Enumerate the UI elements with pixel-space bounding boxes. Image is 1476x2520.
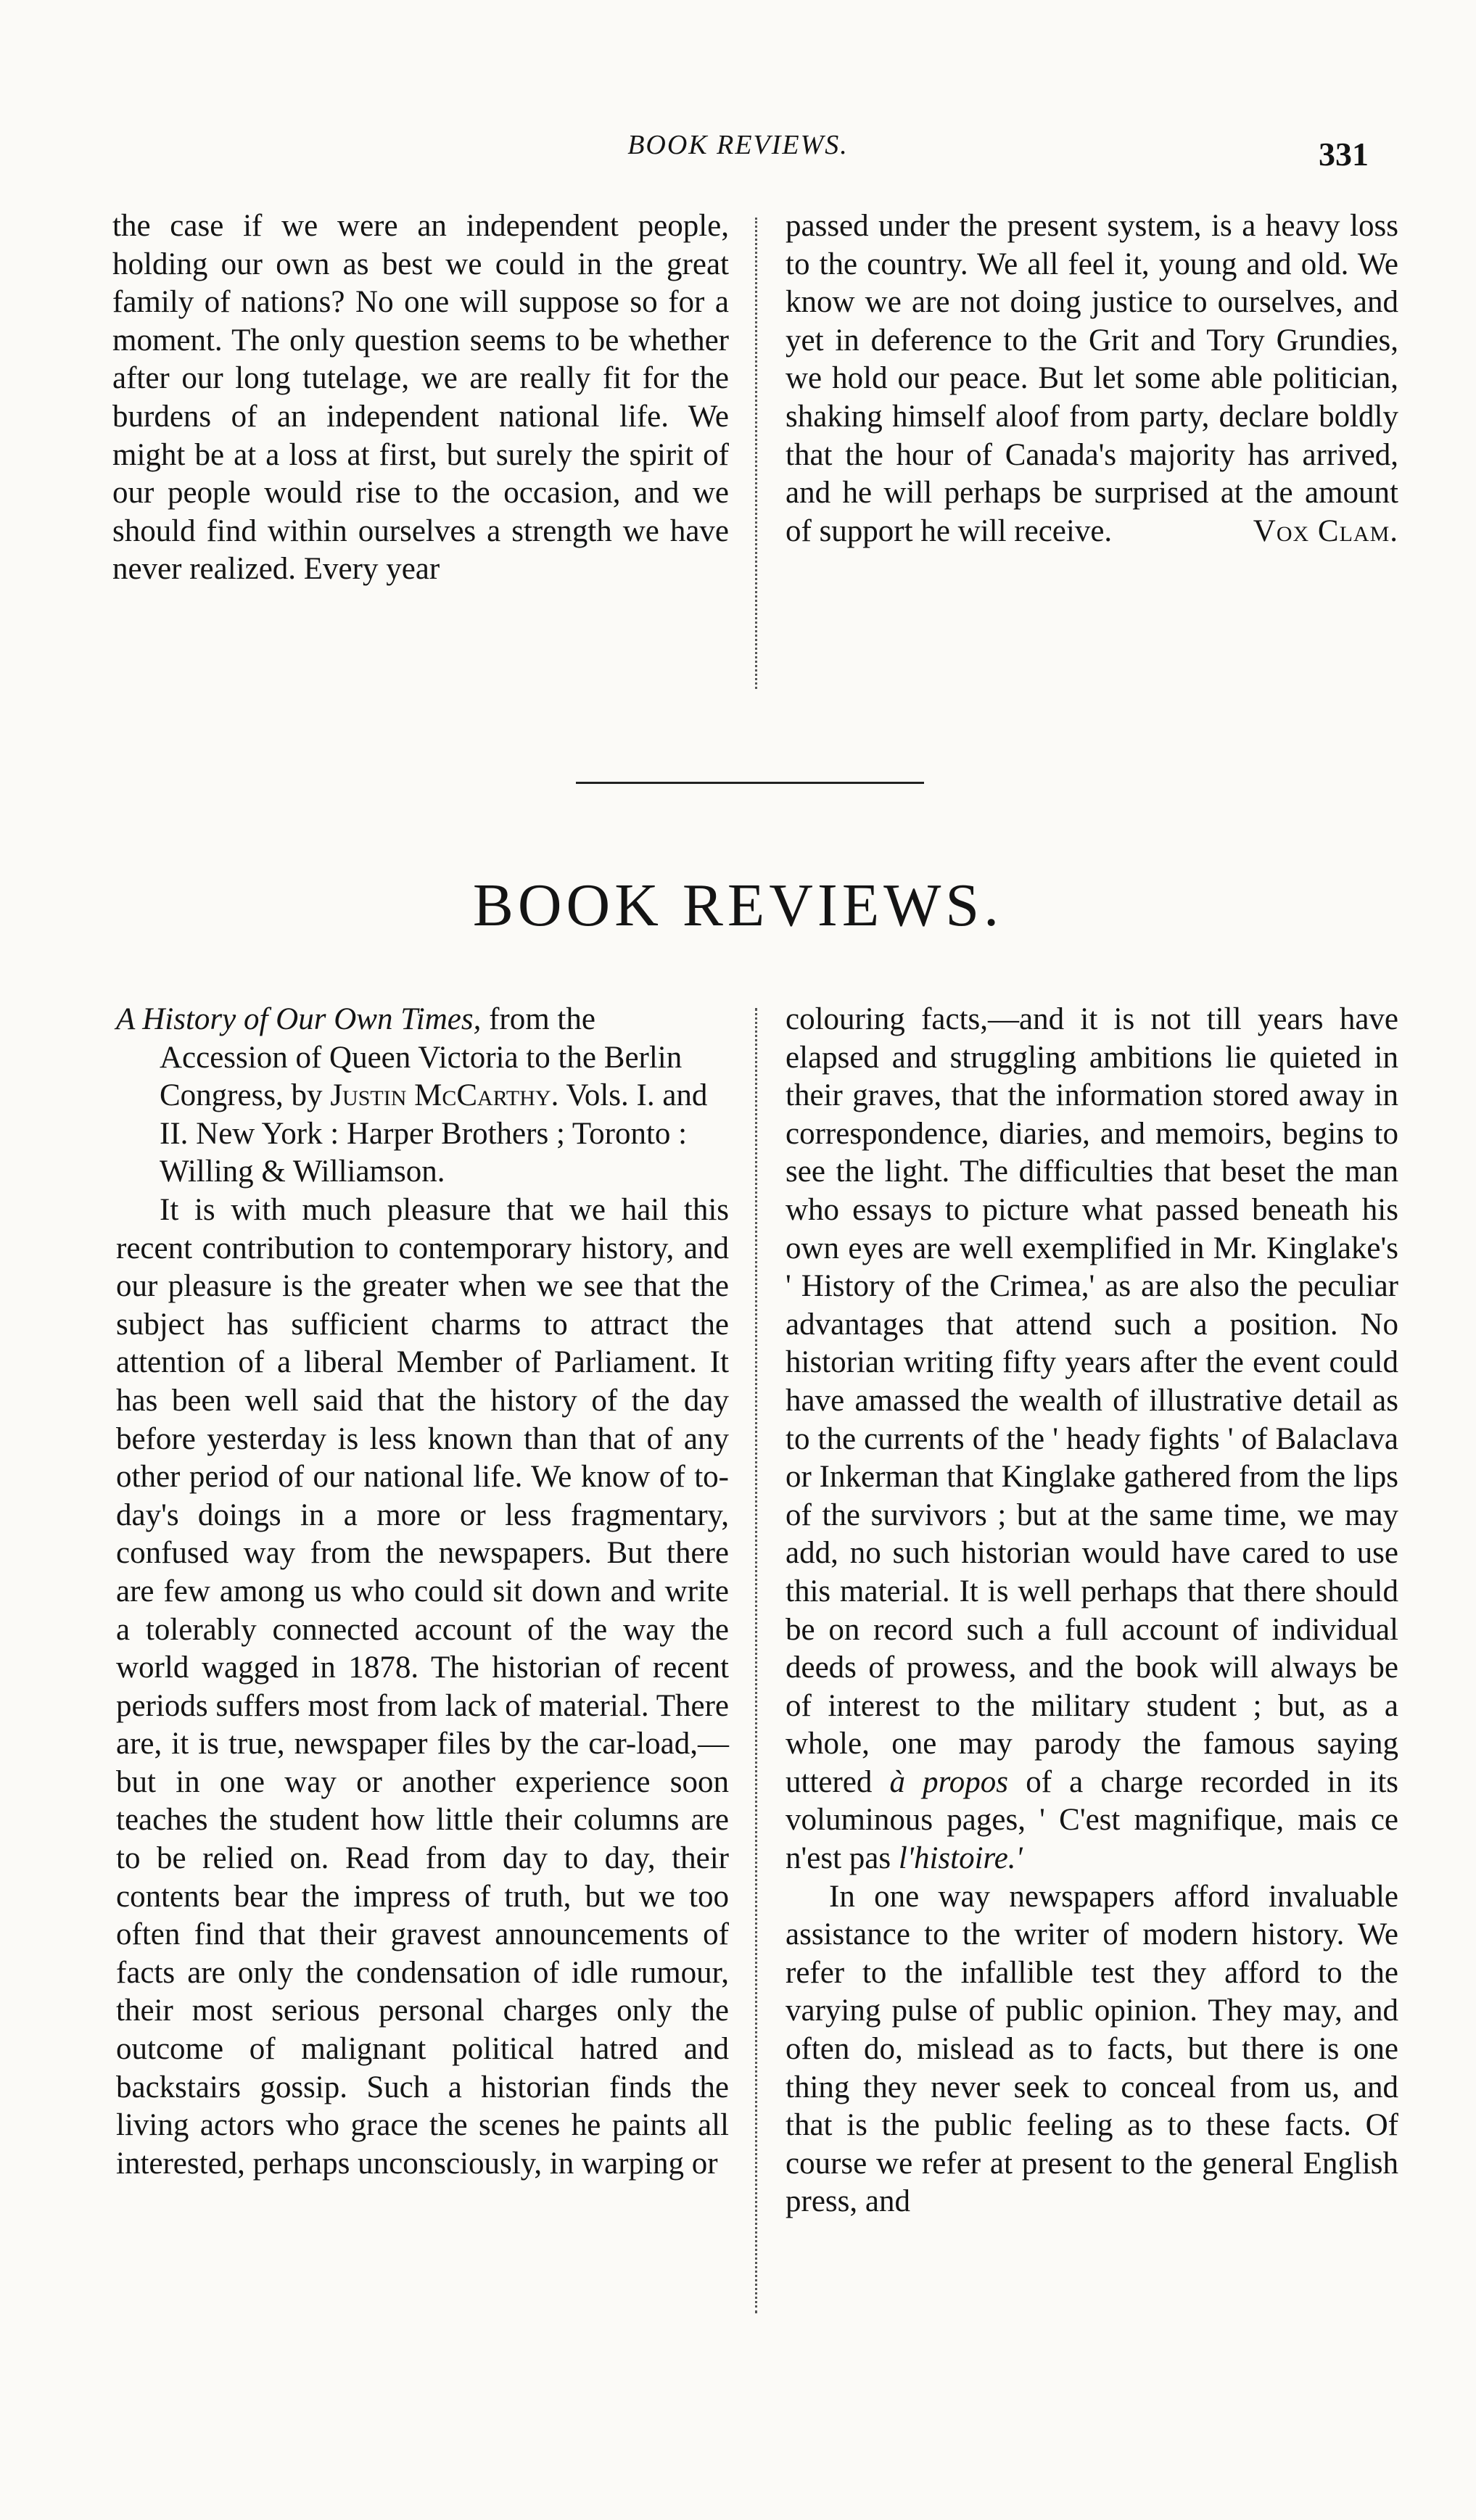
review-right-column <box>786 1001 1398 2221</box>
letter-right-text <box>786 207 1398 550</box>
letter-left-text: the case if we were an independent people, holding our own as best we could in the great family of nations? No one will suppose so for a moment. The only question seems to be whether after our long tutelage, we are really fit for the burdens of an independent national life. We might be at a loss at first, but surely the spirit of our people would rise to the occasion, and we should find within ourselves a strength we have never realized. Every year <box>112 209 729 587</box>
review-italic-end: l'histoire.' <box>898 1841 1023 1876</box>
review-right-paragraph-2: In one way newspapers afford invaluable assistance to the writer of modern history. We refer to the infallible test they afford to the varying pulse of public opinion. They may, and often do, mislead as to facts, but there is one thing they never seek to conceal from us, and that is the public feeling as to these facts. Of course we refer at present to the general English press, and <box>786 1879 1398 2219</box>
column-rule-top <box>755 218 757 689</box>
book-publication: Vols. I. and II. New York : Harper Brothers ; Toronto : Willing & Williamson. <box>160 1078 708 1189</box>
book-details: from the Accession of Queen Victoria to the Berlin Congress, by <box>160 1002 683 1113</box>
review-entry-heading <box>116 1001 729 1191</box>
letter-left-column <box>112 207 729 589</box>
letter-right-column <box>786 207 1398 550</box>
column-rule-bottom <box>755 1008 757 2313</box>
review-left-body: It is with much pleasure that we hail this recent contribution to contemporary history, and our pleasure is the greater when we see that the subject has sufficient charms to attract the attention of a liberal Member of Parliament. It has been well said that the history of the day before yesterday is less known than that of any other period of our national life. We know of to-day's doings in a more or less fragmentary, confused way from the newspapers. But there are few among us who could sit down and write a tolerably connected account of the way the world wagged in 1878. The historian of recent periods suffers most from lack of material. There are, it is true, newspaper files by the car-load,— but in one way or another experience soon teaches the student how little their columns are to be relied on. Read from day to day, their contents bear the impress of truth, but we too often find that their gravest announcements of facts are only the condensation of idle rumour, their most serious personal charges only the outcome of malignant political hatred and backstairs gossip. Such a historian finds the living actors who grace the scenes he paints all interested, perhaps unconsciously, in warping or <box>116 1192 729 2181</box>
page-number: 331 <box>1319 136 1369 173</box>
section-divider <box>576 782 924 784</box>
running-title: BOOK REVIEWS. <box>627 130 849 160</box>
review-right-paragraph-1 <box>786 1001 1398 1878</box>
review-right-body-1: colouring facts,—and it is not till years have elapsed and struggling ambitions lie quieted in their graves, that the information stored away in correspondence, diaries, and memoirs, begins to see the light. The difficulties that beset the man who essays to picture what passed beneath his own eyes are well exemplified in Mr. Kinglake's ' History of the Crimea,' as are also the peculiar advantages that attend such a position. No historian writing fifty years after the event could have amassed the wealth of illustrative detail as to the currents of the ' heady fights ' of Balaclava or Inkerman that Kinglake gathered from the lips of the survivors ; but at the same time, we may add, no such historian would have cared to use this material. It is well perhaps that there should be on record such a full account of individual deeds of prowess, and the book will always be of interest to the military student ; but, as a whole, one may parody the famous saying uttered <box>786 1002 1398 1799</box>
book-title: A History of Our Own Times, <box>116 1002 482 1036</box>
review-italic-phrase: à propos <box>889 1764 1009 1799</box>
review-left-column <box>116 1001 729 2183</box>
section-title: BOOK REVIEWS. <box>472 872 1004 939</box>
book-author: Justin McCarthy. <box>330 1078 559 1113</box>
letter-signature: Vox Clam. <box>1253 513 1398 548</box>
letter-right-body: passed under the present system, is a heavy loss to the country. We all feel it, young and old. We know we are not doing justice to ourselves, and yet in deference to the Grit and Tory Grundies, we hold our peace. But let some able politician, shaking himself aloof from party, declare boldly that the hour of Canada's majority has arrived, and he will perhaps be surprised at the amount of support he will receive. <box>786 209 1398 548</box>
review-right-body-1-tail: of a charge recorded in its voluminous pages, ' C'est magnifique, mais ce n'est pas <box>786 1764 1399 1876</box>
